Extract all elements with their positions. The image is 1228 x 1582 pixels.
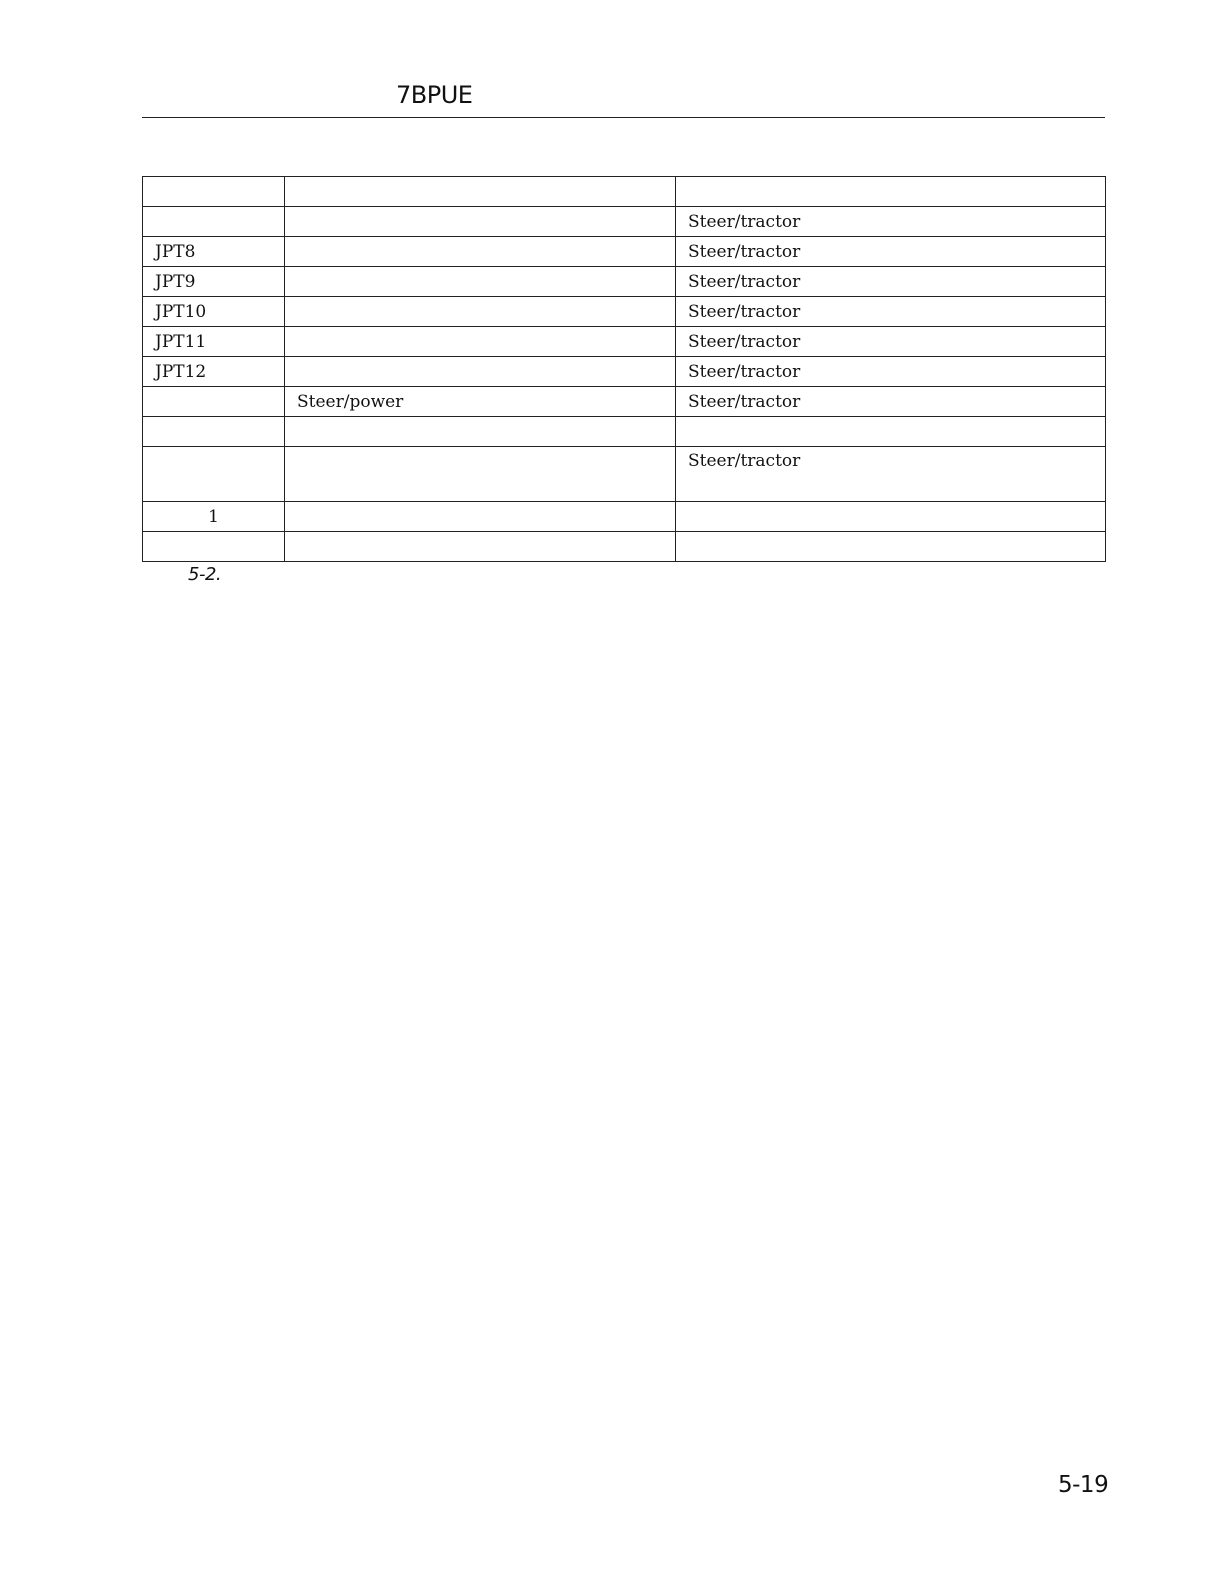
table-cell (285, 267, 676, 297)
table-cell: JPT8 (143, 237, 285, 267)
table-cell (676, 417, 1106, 447)
table-cell (285, 502, 676, 532)
table-cell: JPT9 (143, 267, 285, 297)
table-cell: JPT12 (143, 357, 285, 387)
table-row (143, 447, 1106, 502)
page-number: 5-19 (1058, 1472, 1109, 1498)
table-cell (285, 447, 676, 502)
table-cell: Steer/tractor (676, 327, 1106, 357)
table-cell (285, 177, 676, 207)
table-cell (285, 417, 676, 447)
table-cell: Steer/tractor (676, 297, 1106, 327)
table-cell: JPT11 (143, 327, 285, 357)
table-row (143, 237, 1106, 267)
table-cell (143, 447, 285, 502)
table-cell: Steer/tractor (676, 387, 1106, 417)
jumper-settings-table (142, 176, 1106, 562)
table-cell (676, 177, 1106, 207)
table-cell (285, 237, 676, 267)
table-cell (285, 207, 676, 237)
table-cell (676, 532, 1106, 562)
table-cell (143, 532, 285, 562)
table-row (143, 297, 1106, 327)
table-cell: Steer/tractor (676, 237, 1106, 267)
table-cell: Steer/power (285, 387, 676, 417)
table-cell (285, 327, 676, 357)
table-cell (143, 387, 285, 417)
table-caption: 5-2. (188, 564, 222, 585)
header-rule (142, 117, 1105, 118)
table-cell (285, 297, 676, 327)
table-row (143, 417, 1106, 447)
table-row (143, 327, 1106, 357)
table-cell (143, 207, 285, 237)
table-row (143, 207, 1106, 237)
running-header-title: 7BPUE (396, 81, 473, 109)
table-header-row (143, 177, 1106, 207)
table-cell (676, 502, 1106, 532)
table-cell: Steer/tractor (676, 267, 1106, 297)
table-row (143, 387, 1106, 417)
table-cell (285, 532, 676, 562)
table-cell: JPT10 (143, 297, 285, 327)
table-cell (143, 417, 285, 447)
table-cell: Steer/tractor (676, 207, 1106, 237)
table-cell: 1 (143, 502, 285, 532)
table-row (143, 357, 1106, 387)
table-row (143, 267, 1106, 297)
table-cell: Steer/tractor (676, 357, 1106, 387)
table-cell: Steer/tractor (676, 447, 1106, 502)
table-row (143, 502, 1106, 532)
table-cell (143, 177, 285, 207)
table-cell (285, 357, 676, 387)
table-row (143, 532, 1106, 562)
